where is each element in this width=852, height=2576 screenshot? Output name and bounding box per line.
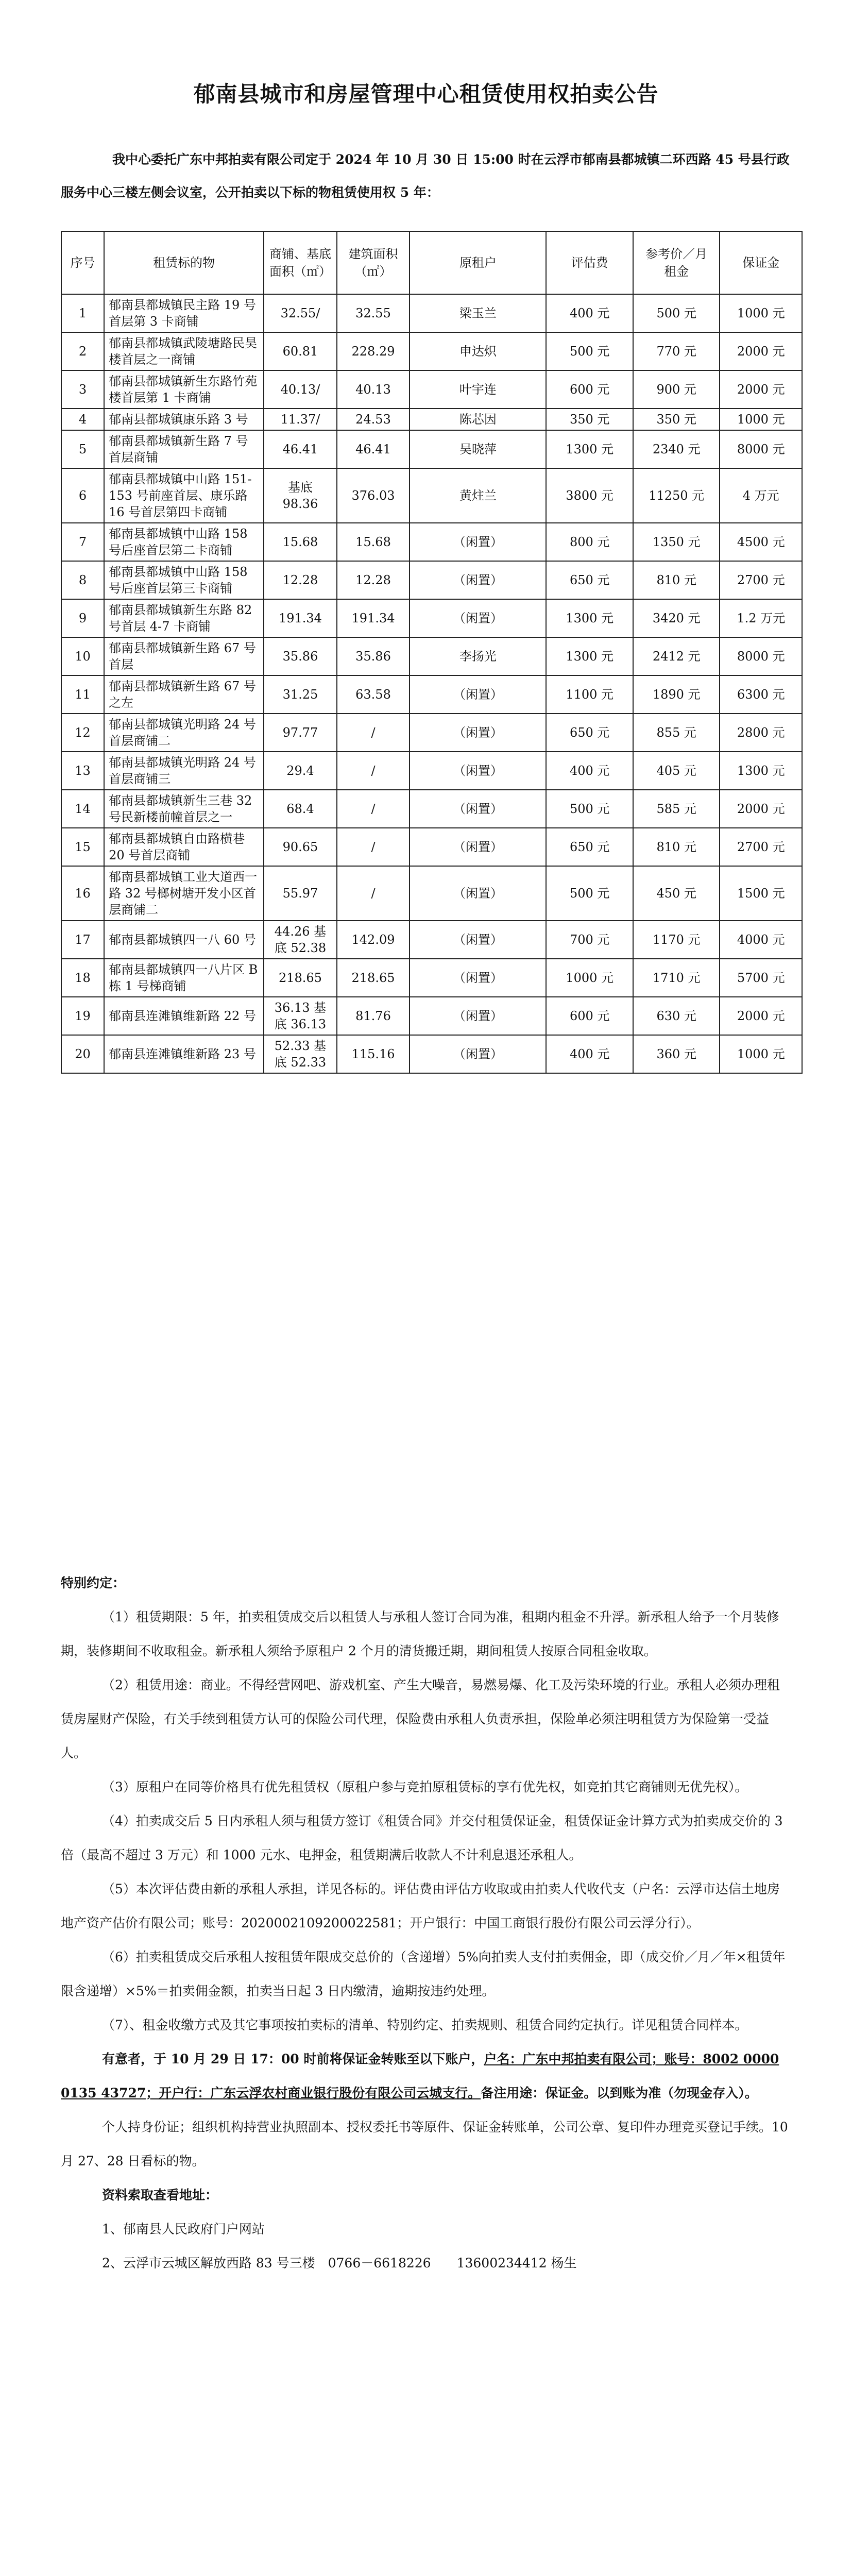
cell-ref-price: 630 元	[633, 997, 720, 1035]
cell-build-area: 40.13	[337, 370, 410, 409]
cell-build-area: 81.76	[337, 997, 410, 1035]
cell-tenant: 梁玉兰	[410, 294, 546, 332]
cell-build-area: 142.09	[337, 921, 410, 959]
cell-build-area: /	[337, 866, 410, 921]
cell-item: 郁南县都城镇新生路 67 号之左	[104, 675, 264, 714]
terms-heading: 特别约定：	[61, 1575, 126, 1590]
cell-build-area: 376.03	[337, 468, 410, 523]
cell-tenant: （闲置）	[410, 997, 546, 1035]
cell-no: 5	[61, 430, 104, 468]
cell-item: 郁南县连滩镇维新路 22 号	[104, 997, 264, 1035]
table-row	[61, 866, 802, 921]
cell-tenant: （闲置）	[410, 959, 546, 997]
cell-ref-price: 1350 元	[633, 523, 720, 561]
cell-no: 3	[61, 370, 104, 409]
term-item: （2）租赁用途：商业。不得经营网吧、游戏机室、产生大噪音，易燃易爆、化工及污染环境的行业。承租人必须办理租赁房屋财产保险，有关手续到租赁方认可的保险公司代理，保险费由承租人负责承担，保险单必须注明租赁方为保险第一受益人。	[61, 1677, 780, 1760]
cell-build-area: /	[337, 752, 410, 790]
table-header-row	[61, 231, 802, 294]
cell-fee: 650 元	[546, 561, 633, 599]
cell-build-area: 46.41	[337, 430, 410, 468]
cell-deposit: 2000 元	[720, 997, 802, 1035]
cell-build-area: 218.65	[337, 959, 410, 997]
cell-base-area: 52.33 基底 52.33	[264, 1035, 337, 1073]
term-item: （4）拍卖成交后 5 日内承租人须与租赁方签订《租赁合同》并交付租赁保证金，租赁保证金计算方式为拍卖成交价的 3 倍（最高不超过 3 万元）和 1000 元水、电押金，租赁期满后收款人不计利息退还承租人。	[61, 1814, 783, 1862]
cell-no: 9	[61, 599, 104, 637]
table-body	[61, 294, 802, 1073]
table-row	[61, 294, 802, 332]
cell-ref-price: 770 元	[633, 332, 720, 370]
cell-tenant: （闲置）	[410, 675, 546, 714]
cell-deposit: 2000 元	[720, 790, 802, 828]
cell-build-area: 24.53	[337, 409, 410, 430]
term-item: （3）原租户在同等价格具有优先租赁权（原租户参与竞拍原租赁标的享有优先权，如竞拍其它商铺则无优先权）。	[102, 1780, 748, 1794]
cell-ref-price: 855 元	[633, 714, 720, 752]
intro-text: 我中心委托广东中邦拍卖有限公司定于 2024 年 10 月 30 日 15:00 时在云浮市郁南县都城镇二环西路 45 号县行政服务中心三楼左侧会议室，公开拍卖以下标的物租赁使用权 5 年：	[61, 152, 790, 200]
cell-tenant: （闲置）	[410, 921, 546, 959]
cell-item: 郁南县都城镇光明路 24 号首层商铺二	[104, 714, 264, 752]
header-item: 租赁标的物	[104, 231, 264, 294]
cell-deposit: 2000 元	[720, 370, 802, 409]
cell-tenant: 黄炷兰	[410, 468, 546, 523]
cell-item: 郁南县都城镇新生东路竹苑楼首层第 1 卡商铺	[104, 370, 264, 409]
cell-base-area: 32.55/	[264, 294, 337, 332]
term-item: （7）、租金收缴方式及其它事项按拍卖标的清单、特别约定、拍卖规则、租赁合同约定执行。详见租赁合同样本。	[102, 2018, 748, 2032]
cell-deposit: 1000 元	[720, 409, 802, 430]
cell-ref-price: 585 元	[633, 790, 720, 828]
table-row	[61, 714, 802, 752]
cell-ref-price: 11250 元	[633, 468, 720, 523]
cell-ref-price: 350 元	[633, 409, 720, 430]
deposit-instructions	[61, 2042, 792, 2110]
cell-item: 郁南县都城镇康乐路 3 号	[104, 409, 264, 430]
cell-build-area: /	[337, 828, 410, 866]
cell-no: 2	[61, 332, 104, 370]
cell-ref-price: 900 元	[633, 370, 720, 409]
cell-fee: 700 元	[546, 921, 633, 959]
cell-item: 郁南县都城镇中山路 158 号后座首层第二卡商铺	[104, 523, 264, 561]
cell-deposit: 8000 元	[720, 637, 802, 675]
cell-deposit: 1500 元	[720, 866, 802, 921]
cell-ref-price: 1710 元	[633, 959, 720, 997]
table-row	[61, 675, 802, 714]
intro-paragraph	[61, 143, 792, 209]
table-row	[61, 523, 802, 561]
cell-fee: 400 元	[546, 752, 633, 790]
cell-item: 郁南县连滩镇维新路 23 号	[104, 1035, 264, 1073]
header-ref-price: 参考价／月 租金	[633, 231, 720, 294]
cell-fee: 500 元	[546, 790, 633, 828]
header-base-area: 商铺、基底面积（㎡）	[264, 231, 337, 294]
cell-build-area: 228.29	[337, 332, 410, 370]
cell-item: 郁南县都城镇民主路 19 号首层第 3 卡商铺	[104, 294, 264, 332]
cell-ref-price: 500 元	[633, 294, 720, 332]
cell-tenant: （闲置）	[410, 523, 546, 561]
cell-no: 12	[61, 714, 104, 752]
cell-no: 18	[61, 959, 104, 997]
cell-deposit: 2700 元	[720, 561, 802, 599]
cell-tenant: （闲置）	[410, 599, 546, 637]
header-fee: 评估费	[546, 231, 633, 294]
table-row	[61, 599, 802, 637]
cell-deposit: 1000 元	[720, 294, 802, 332]
cell-fee: 650 元	[546, 828, 633, 866]
deposit-remark: 备注用途：保证金。以到账为准（勿现金存入）。	[481, 2086, 758, 2100]
cell-tenant: （闲置）	[410, 790, 546, 828]
cell-base-area: 基底 98.36	[264, 468, 337, 523]
cell-base-area: 218.65	[264, 959, 337, 997]
cell-ref-price: 1170 元	[633, 921, 720, 959]
registration-text: 个人持身份证；组织机构持营业执照副本、授权委托书等原件、保证金转账单，公司公章、复印件办理竞买登记手续。10 月 27、28 日看标的物。	[61, 2120, 788, 2168]
cell-item: 郁南县都城镇新生路 67 号首层	[104, 637, 264, 675]
cell-ref-price: 3420 元	[633, 599, 720, 637]
cell-item: 郁南县都城镇光明路 24 号首层商铺三	[104, 752, 264, 790]
cell-base-area: 31.25	[264, 675, 337, 714]
cell-fee: 650 元	[546, 714, 633, 752]
cell-item: 郁南县都城镇中山路 158 号后座首层第三卡商铺	[104, 561, 264, 599]
cell-tenant: 叶宇连	[410, 370, 546, 409]
cell-fee: 1300 元	[546, 637, 633, 675]
table-row	[61, 997, 802, 1035]
cell-no: 10	[61, 637, 104, 675]
table-row	[61, 332, 802, 370]
table-row	[61, 828, 802, 866]
cell-base-area: 36.13 基底 36.13	[264, 997, 337, 1035]
cell-no: 4	[61, 409, 104, 430]
cell-base-area: 46.41	[264, 430, 337, 468]
cell-no: 19	[61, 997, 104, 1035]
cell-ref-price: 810 元	[633, 561, 720, 599]
cell-base-area: 60.81	[264, 332, 337, 370]
cell-deposit: 2000 元	[720, 332, 802, 370]
cell-ref-price: 360 元	[633, 1035, 720, 1073]
cell-deposit: 4000 元	[720, 921, 802, 959]
info-source: 1、郁南县人民政府门户网站	[102, 2222, 265, 2236]
cell-tenant: （闲置）	[410, 714, 546, 752]
bidder-intro: 有意者，于 10 月 29 日 17：00 时前将保证金转账至以下账户，	[102, 2052, 484, 2066]
cell-base-area: 97.77	[264, 714, 337, 752]
cell-fee: 3800 元	[546, 468, 633, 523]
cell-fee: 600 元	[546, 370, 633, 409]
cell-deposit: 1.2 万元	[720, 599, 802, 637]
cell-item: 郁南县都城镇武陵塘路民昊楼首层之一商铺	[104, 332, 264, 370]
table-row	[61, 752, 802, 790]
cell-build-area: 115.16	[337, 1035, 410, 1073]
cell-item: 郁南县都城镇工业大道西一路 32 号榔树塘开发小区首层商铺二	[104, 866, 264, 921]
cell-deposit: 4 万元	[720, 468, 802, 523]
cell-base-area: 55.97	[264, 866, 337, 921]
cell-deposit: 4500 元	[720, 523, 802, 561]
cell-fee: 1100 元	[546, 675, 633, 714]
cell-no: 11	[61, 675, 104, 714]
header-tenant: 原租户	[410, 231, 546, 294]
cell-fee: 500 元	[546, 866, 633, 921]
cell-item: 郁南县都城镇四一八 60 号	[104, 921, 264, 959]
cell-fee: 350 元	[546, 409, 633, 430]
cell-tenant: （闲置）	[410, 1035, 546, 1073]
cell-build-area: 15.68	[337, 523, 410, 561]
cell-no: 15	[61, 828, 104, 866]
cell-base-area: 90.65	[264, 828, 337, 866]
cell-ref-price: 2340 元	[633, 430, 720, 468]
cell-no: 6	[61, 468, 104, 523]
table-row	[61, 790, 802, 828]
cell-no: 16	[61, 866, 104, 921]
cell-fee: 1300 元	[546, 430, 633, 468]
cell-ref-price: 810 元	[633, 828, 720, 866]
cell-build-area: 12.28	[337, 561, 410, 599]
cell-base-area: 29.4	[264, 752, 337, 790]
cell-no: 20	[61, 1035, 104, 1073]
cell-fee: 800 元	[546, 523, 633, 561]
cell-base-area: 68.4	[264, 790, 337, 828]
cell-fee: 500 元	[546, 332, 633, 370]
table-row	[61, 921, 802, 959]
cell-tenant: （闲置）	[410, 752, 546, 790]
cell-no: 13	[61, 752, 104, 790]
header-deposit: 保证金	[720, 231, 802, 294]
cell-ref-price: 450 元	[633, 866, 720, 921]
cell-base-area: 15.68	[264, 523, 337, 561]
cell-build-area: 32.55	[337, 294, 410, 332]
cell-deposit: 5700 元	[720, 959, 802, 997]
info-source: 2、云浮市云城区解放西路 83 号三楼 0766－6618226 13600234412 杨生	[102, 2256, 577, 2270]
special-terms	[61, 1566, 792, 2280]
header-build-area: 建筑面积（㎡）	[337, 231, 410, 294]
term-item: （5）本次评估费由新的承租人承担，详见各标的。评估费由评估方收取或由拍卖人代收代支（户名：云浮市达信土地房地产资产估价有限公司；账号：2020002109200022581；开户银行：中国工商银行股份有限公司云浮分行）。	[61, 1882, 780, 1930]
term-item: （6）拍卖租赁成交后承租人按租赁年限成交总价的（含递增）5%向拍卖人支付拍卖佣金，即（成交价／月／年×租赁年限含递增）×5%＝拍卖佣金额，拍卖当日起 3 日内缴清，逾期按违约处理。	[61, 1950, 786, 1998]
cell-deposit: 2700 元	[720, 828, 802, 866]
table-row	[61, 370, 802, 409]
cell-fee: 600 元	[546, 997, 633, 1035]
page-title: 郁南县城市和房屋管理中心租赁使用权拍卖公告	[193, 81, 659, 107]
cell-ref-price: 405 元	[633, 752, 720, 790]
cell-no: 7	[61, 523, 104, 561]
table-row	[61, 561, 802, 599]
cell-tenant: 李扬光	[410, 637, 546, 675]
cell-base-area: 11.37/	[264, 409, 337, 430]
cell-ref-price: 2412 元	[633, 637, 720, 675]
cell-no: 8	[61, 561, 104, 599]
cell-deposit: 6300 元	[720, 675, 802, 714]
cell-base-area: 12.28	[264, 561, 337, 599]
cell-build-area: 35.86	[337, 637, 410, 675]
cell-item: 郁南县都城镇新生三巷 32 号民新楼前幢首层之一	[104, 790, 264, 828]
cell-ref-price: 1890 元	[633, 675, 720, 714]
cell-tenant: 吴晓萍	[410, 430, 546, 468]
table-row	[61, 959, 802, 997]
table-row	[61, 409, 802, 430]
lease-table	[61, 231, 803, 1074]
cell-tenant: （闲置）	[410, 561, 546, 599]
cell-fee: 400 元	[546, 294, 633, 332]
cell-fee: 1000 元	[546, 959, 633, 997]
cell-item: 郁南县都城镇四一八片区 B 栋 1 号梯商铺	[104, 959, 264, 997]
cell-item: 郁南县都城镇自由路横巷 20 号首层商铺	[104, 828, 264, 866]
cell-deposit: 2800 元	[720, 714, 802, 752]
cell-no: 14	[61, 790, 104, 828]
cell-deposit: 1000 元	[720, 1035, 802, 1073]
cell-deposit: 1300 元	[720, 752, 802, 790]
cell-item: 郁南县都城镇中山路 151-153 号前座首层、康乐路 16 号首层第四卡商铺	[104, 468, 264, 523]
info-heading: 资料索取查看地址：	[102, 2188, 218, 2202]
table-row	[61, 637, 802, 675]
cell-tenant: （闲置）	[410, 828, 546, 866]
header-no: 序号	[61, 231, 104, 294]
term-item: （1）租赁期限：5 年，拍卖租赁成交后以租赁人与承租人签订合同为准，租期内租金不升浮。新承租人给予一个月装修期，装修期间不收取租金。新承租人须给予原租户 2 个月的清货搬迁期，期间租赁人按原合同租金收取。	[61, 1609, 779, 1658]
cell-tenant: （闲置）	[410, 866, 546, 921]
cell-fee: 400 元	[546, 1035, 633, 1073]
table-row	[61, 468, 802, 523]
cell-build-area: 63.58	[337, 675, 410, 714]
cell-no: 1	[61, 294, 104, 332]
cell-base-area: 35.86	[264, 637, 337, 675]
cell-build-area: /	[337, 790, 410, 828]
cell-deposit: 8000 元	[720, 430, 802, 468]
cell-tenant: 申达炽	[410, 332, 546, 370]
cell-fee: 1300 元	[546, 599, 633, 637]
cell-item: 郁南县都城镇新生东路 82 号首层 4-7 卡商铺	[104, 599, 264, 637]
table-row	[61, 430, 802, 468]
cell-base-area: 191.34	[264, 599, 337, 637]
cell-tenant: 陈芯因	[410, 409, 546, 430]
cell-base-area: 44.26 基底 52.38	[264, 921, 337, 959]
cell-base-area: 40.13/	[264, 370, 337, 409]
cell-build-area: /	[337, 714, 410, 752]
account-info: 户名：广东中邦拍卖有限公司；账号：8002 0000 0135 43727；开户行：广东云浮农村商业银行股份有限公司云城支行。	[61, 2052, 779, 2100]
cell-no: 17	[61, 921, 104, 959]
table-row	[61, 1035, 802, 1073]
cell-build-area: 191.34	[337, 599, 410, 637]
cell-item: 郁南县都城镇新生路 7 号首层商铺	[104, 430, 264, 468]
